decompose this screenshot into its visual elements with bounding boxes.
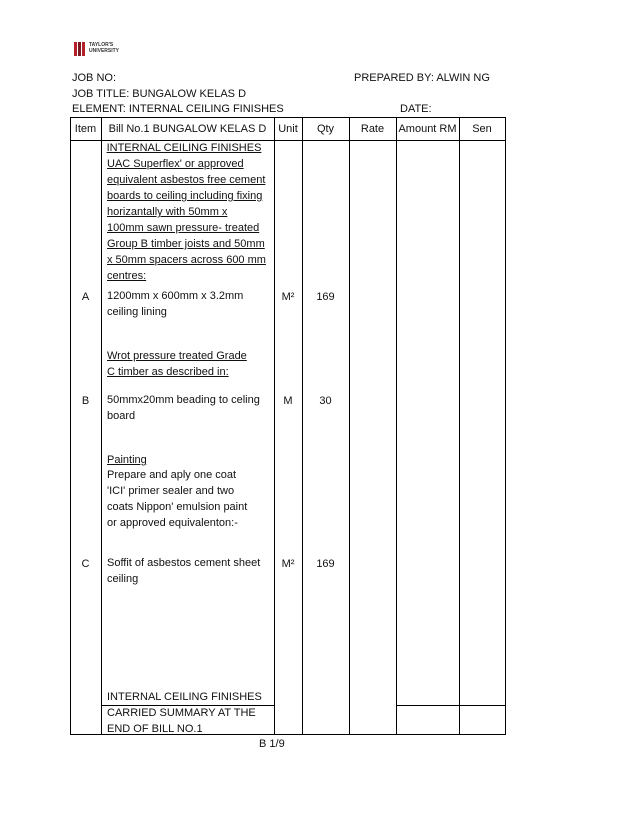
job-no: JOB NO:	[72, 72, 117, 84]
col-border-desc	[274, 117, 275, 735]
row-b-description: 50mmx20mm beading to celing board	[107, 394, 260, 422]
col-border-unit	[302, 117, 303, 735]
row-c-item: C	[81, 558, 90, 570]
row-a-item: A	[81, 291, 90, 303]
section-intro: UAC Superflex' or approved equivalent asbestos free cement boards to ceiling including fixing horizantally with 50mm x 100mm sawn pressure- treated Group B timber joists and 50mm x 50mm spacers across 600 mm centres:	[107, 158, 266, 282]
col-header-rate: Rate	[360, 123, 385, 135]
col-header-amount: Amount RM	[398, 123, 457, 135]
row-a-qty: 169	[316, 291, 335, 303]
footer-carried-summary: CARRIED SUMMARY AT THE END OF BILL NO.1	[107, 707, 256, 735]
col-header-description: Bill No.1 BUNGALOW KELAS D	[108, 123, 267, 135]
amount-footer-divider	[396, 705, 506, 706]
col-border-left	[70, 117, 71, 735]
logo-line-1: TAYLOR'S	[89, 42, 114, 48]
page-number: B 1/9	[259, 738, 285, 750]
painting-text: Prepare and aply one coat 'ICI' primer sealer and two coats Nippon' emulsion paint or approved equivalenton:-	[107, 469, 248, 529]
row-b-item: B	[81, 395, 90, 407]
col-border-amount	[459, 117, 460, 735]
logo-line-2: UNIVERSITY	[89, 48, 120, 54]
row-c-unit: M²	[281, 558, 295, 570]
footer-section-title: INTERNAL CEILING FINISHES	[107, 691, 262, 703]
job-title: JOB TITLE: BUNGALOW KELAS D	[72, 88, 247, 100]
logo-emblem-icon	[74, 42, 86, 56]
col-border-right	[505, 117, 506, 735]
element-title: ELEMENT: INTERNAL CEILING FINISHES	[72, 103, 284, 115]
row-c-description: Soffit of asbestos cement sheet ceiling	[107, 557, 261, 585]
table-top-border	[70, 117, 506, 118]
section-title: INTERNAL CEILING FINISHES	[106, 142, 262, 154]
row-c-qty: 169	[316, 558, 335, 570]
col-header-qty: Qty	[316, 123, 335, 135]
row-a-unit: M²	[281, 291, 295, 303]
painting-heading: Painting	[107, 454, 147, 466]
prepared-by: PREPARED BY: ALWIN NG	[354, 72, 490, 84]
col-header-unit: Unit	[278, 123, 298, 135]
row-b-qty: 30	[319, 395, 332, 407]
col-header-sen: Sen	[472, 123, 492, 135]
col-header-item: Item	[74, 123, 97, 135]
col-border-qty	[349, 117, 350, 735]
row-b-subheading: Wrot pressure treated Grade C timber as described in:	[107, 350, 247, 378]
row-b-unit: M	[283, 395, 293, 407]
col-border-item	[101, 117, 102, 735]
date-label: DATE:	[400, 103, 432, 115]
university-logo	[74, 40, 134, 60]
row-a-description: 1200mm x 600mm x 3.2mm ceiling lining	[107, 290, 244, 318]
logo-text	[89, 42, 119, 54]
col-border-rate	[396, 117, 397, 735]
